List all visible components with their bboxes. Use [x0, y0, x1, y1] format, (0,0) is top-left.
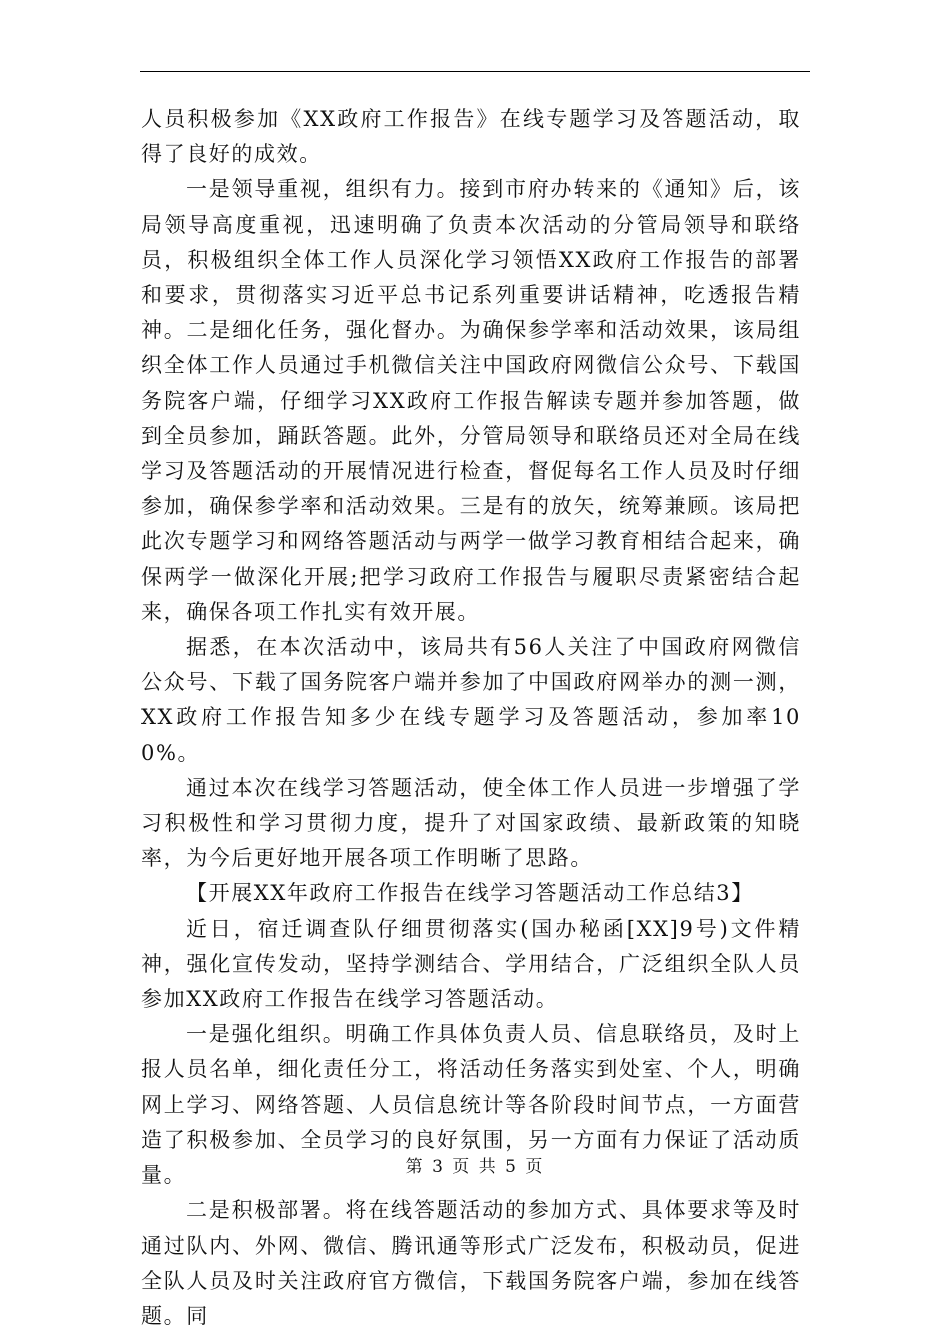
paragraph-5: 近日，宿迁调查队仔细贯彻落实(国办秘函[XX]9号)文件精神，强化宣传发动，坚持学测结合、学用结合，广泛组织全队人员参加XX政府工作报告在线学习答题活动。 — [141, 916, 801, 1012]
page-number: 第 3 页 共 5 页 — [405, 1157, 545, 1177]
paragraph-1: 人员积极参加《XX政府工作报告》在线专题学习及答题活动，取得了良好的成效。 — [141, 107, 801, 167]
paragraph-6: 一是强化组织。明确工作具体负责人员、信息联络员，及时上报人员名单，细化责任分工，将活动任务落实到处室、个人，明确网上学习、网络答题、人员信息统计等各阶段时间节点，一方面营造了积极参加、全员学习的良好氛围，另一方面有力保证了活动质量。 — [141, 1022, 801, 1188]
paragraph-2: 一是领导重视，组织有力。接到市府办转来的《通知》后，该局领导高度重视，迅速明确了负责本次活动的分管局领导和联络员，积极组织全体工作人员深化学习领悟XX政府工作报告的部署和要求，贯彻落实习近平总书记系列重要讲话精神，吃透报告精神。二是细化任务，强化督办。为确保参学率和活动效果，该局组织全体工作人员通过手机微信关注中国政府网微信公众号、下载国务院客户端，仔细学习XX政府工作报告解读专题并参加答题，做到全员参加，踊跃答题。此外，分管局领导和联络员还对全局在线学习及答题活动的开展情况进行检查，督促每名工作人员及时仔细参加，确保参学率和活动效果。三是有的放矢，统筹兼顾。该局把此次专题学习和网络答题活动与两学一做学习教育相结合起来，确保两学一做深化开展;把学习政府工作报告与履职尽责紧密结合起来，确保各项工作扎实有效开展。 — [141, 177, 801, 624]
paragraph-4: 通过本次在线学习答题活动，使全体工作人员进一步增强了学习积极性和学习贯彻力度，提升了对国家政绩、最新政策的知晓率，为今后更好地开展各项工作明晰了思路。 — [141, 775, 801, 871]
header-rule — [140, 71, 810, 72]
section-heading: 【开展XX年政府工作报告在线学习答题活动工作总结3】 — [186, 881, 754, 906]
paragraph-3: 据悉，在本次活动中，该局共有56人关注了中国政府网微信公众号、下载了国务院客户端并参加了中国政府网举办的测一测，XX政府工作报告知多少在线专题学习及答题活动，参加率100%。 — [141, 635, 801, 765]
paragraph-7: 二是积极部署。将在线答题活动的参加方式、具体要求等及时通过队内、外网、微信、腾讯通等形式广泛发布，积极动员，促进全队人员及时关注政府官方微信，下载国务院客户端，参加在线答题。同 — [141, 1198, 801, 1328]
document-body — [141, 102, 801, 1334]
